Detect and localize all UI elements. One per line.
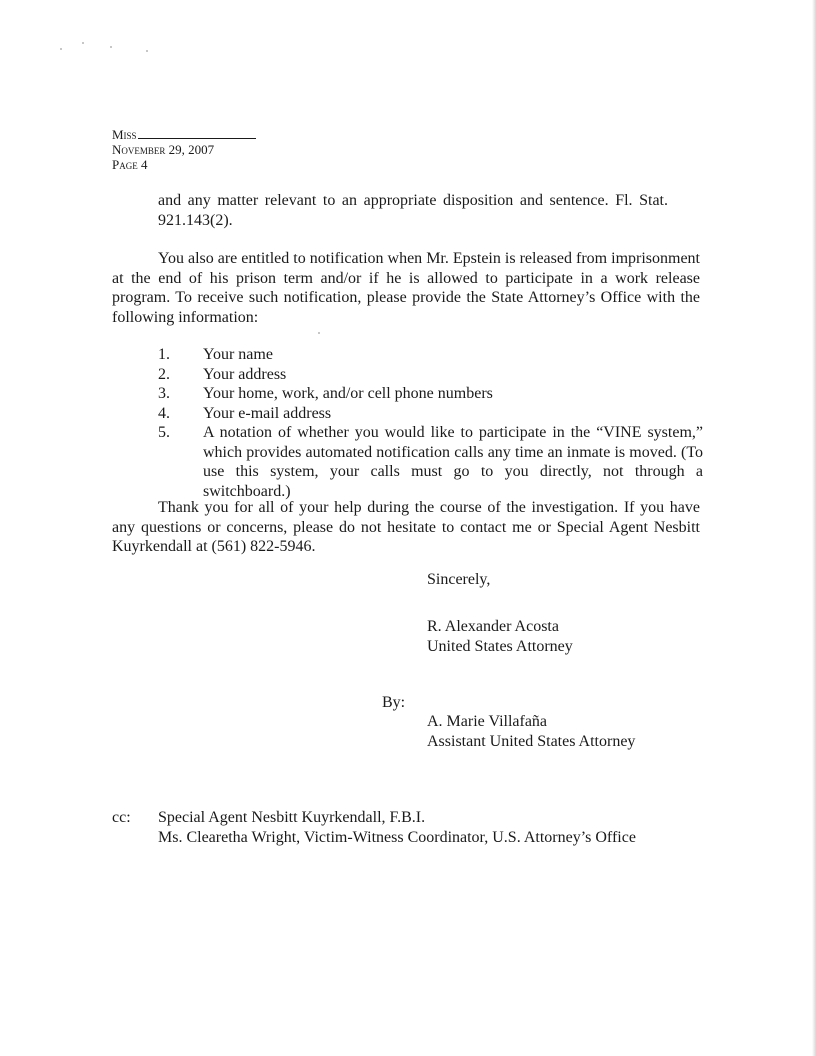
by-signer-name: A. Marie Villafaña	[427, 713, 548, 730]
scan-edge-shadow	[812, 0, 816, 1056]
signer-title: United States Attorney	[427, 638, 573, 655]
list-item	[158, 423, 703, 501]
scan-speck	[110, 46, 112, 48]
closing: Sincerely,	[427, 571, 491, 588]
miss-label: Miss	[112, 127, 137, 142]
signer-name: R. Alexander Acosta	[427, 618, 559, 635]
list-text: A notation of whether you would like to participate in the “VINE system,” which provides automated notification calls any time an inmate is moved. (To use this system, your calls must go to you directly, not through a switchboard.)	[203, 424, 703, 500]
list-number: 2.	[158, 365, 170, 383]
scan-speck	[318, 332, 320, 334]
cc-recipients	[158, 808, 636, 848]
continuation-paragraph: and any matter relevant to an appropriate disposition and sentence. Fl. Stat. 921.143(2).	[158, 192, 668, 229]
cc-recipient: Ms. Clearetha Wright, Victim-Witness Coordinator, U.S. Attorney’s Office	[158, 829, 636, 846]
list-item	[158, 345, 703, 365]
signature-block	[427, 617, 573, 657]
name-blank	[138, 127, 256, 139]
list-text: Your name	[203, 346, 273, 363]
letter-date: November 29, 2007	[112, 142, 215, 157]
information-list	[158, 345, 703, 501]
cc-recipient: Special Agent Nesbitt Kuyrkendall, F.B.I.	[158, 809, 426, 826]
scan-speck	[146, 50, 148, 52]
by-signer-title: Assistant United States Attorney	[427, 733, 636, 750]
list-number: 1.	[158, 346, 170, 363]
by-label: By:	[382, 694, 406, 711]
by-signature-block	[427, 712, 635, 752]
cc-label: cc:	[112, 809, 131, 826]
list-text: Your address	[203, 365, 287, 383]
list-item	[158, 404, 703, 424]
cc-block	[112, 808, 636, 848]
thanks-paragraph: Thank you for all of your help during the course of the investigation. If you have any questions or concerns, please do not hesitate to contact me or Special Agent Nesbitt Kuyrkendall at (561) 822-5946.	[112, 499, 700, 555]
scan-speck	[82, 42, 84, 44]
recipient-line	[112, 127, 256, 142]
list-text: Your home, work, and/or cell phone numbers	[203, 385, 493, 402]
scan-speck	[60, 48, 62, 50]
list-item	[158, 384, 703, 404]
notification-paragraph: You also are entitled to notification when Mr. Epstein is released from imprisonment at the end of his prison term and/or if he is allowed to participate in a work release program. To receive such notification, please provide the State Attorney’s Office with the following information:	[112, 250, 700, 326]
list-text: Your e-mail address	[203, 404, 332, 422]
page-number: Page 4	[112, 157, 148, 172]
list-item	[158, 365, 703, 385]
list-number: 4.	[158, 404, 170, 422]
letter-header	[112, 127, 256, 172]
list-number: 5.	[158, 424, 170, 441]
list-number: 3.	[158, 385, 170, 402]
